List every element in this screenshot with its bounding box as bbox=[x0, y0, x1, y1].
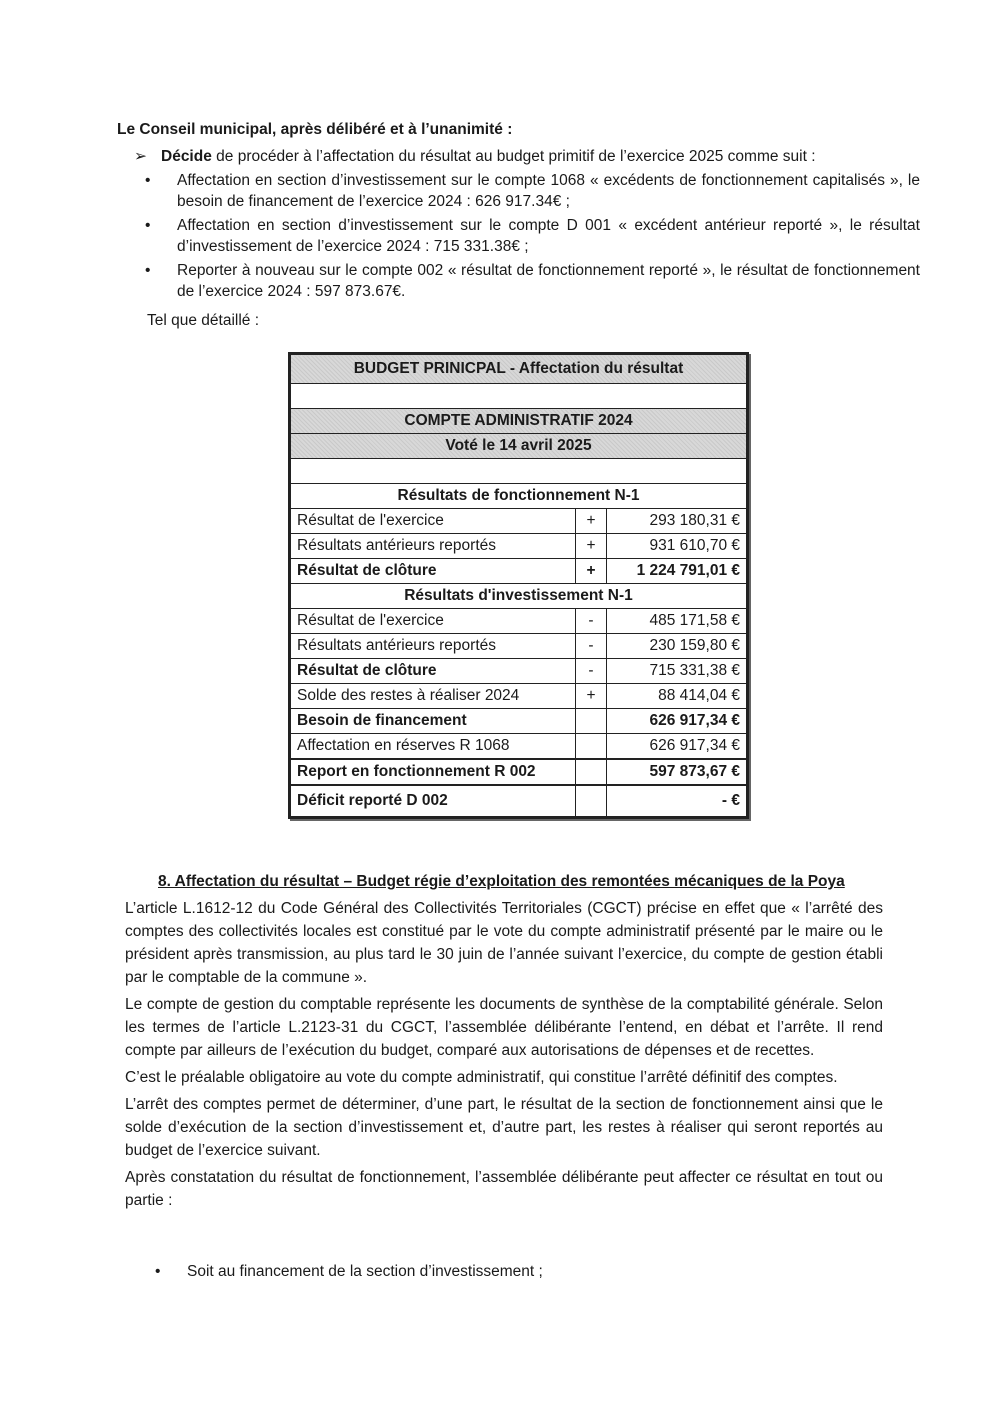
row-label: Résultats antérieurs reportés bbox=[291, 534, 576, 559]
council-heading: Le Conseil municipal, après délibéré et à l’unanimité : bbox=[117, 121, 513, 138]
row-sign bbox=[576, 709, 607, 734]
ca-title: COMPTE ADMINISTRATIF 2024 bbox=[291, 409, 747, 434]
row-sign: - bbox=[576, 634, 607, 659]
detail-label: Tel que détaillé : bbox=[147, 312, 260, 329]
bullet-text: Affectation en section d’investissement sur le compte 1068 « excédents de fonctionnement capitalisés », le besoin de financement de l’exercice 2024 : 626 917.34€ ; bbox=[177, 172, 920, 210]
row-value: 293 180,31 € bbox=[607, 509, 747, 534]
list-item bbox=[145, 215, 920, 257]
table-row bbox=[291, 634, 747, 659]
paragraph: C’est le préalable obligatoire au vote du compte administratif, qui constitue l’arrêté définitif des comptes. bbox=[125, 1069, 838, 1086]
paragraph: L’arrêt des comptes permet de déterminer, d’une part, le résultat de la section de fonctionnement ainsi que le solde d’exécution de la section d’investissement et, d’autre part, les restes à réaliser qui seront reportés au budget de l’exercice suivant. bbox=[125, 1096, 883, 1159]
row-value: 626 917,34 € bbox=[607, 734, 747, 760]
budget-table bbox=[290, 354, 747, 817]
list-item bbox=[145, 260, 920, 302]
bullet-dot-icon: • bbox=[145, 262, 151, 279]
row-sign: + bbox=[576, 509, 607, 534]
decision-line bbox=[134, 147, 924, 167]
row-label: Résultats antérieurs reportés bbox=[291, 634, 576, 659]
row-sign bbox=[576, 759, 607, 785]
table-row bbox=[291, 759, 747, 785]
row-value: 88 414,04 € bbox=[607, 684, 747, 709]
bullet-dot-icon: • bbox=[145, 217, 151, 234]
row-sign bbox=[576, 734, 607, 760]
budget-table-frame bbox=[288, 352, 749, 819]
row-label: Affectation en réserves R 1068 bbox=[291, 734, 576, 760]
row-sign: - bbox=[576, 609, 607, 634]
row-value: - € bbox=[607, 785, 747, 817]
bullet-dot-icon: • bbox=[145, 172, 151, 189]
row-value: 485 171,58 € bbox=[607, 609, 747, 634]
row-value: 931 610,70 € bbox=[607, 534, 747, 559]
invest-header: Résultats d'investissement N-1 bbox=[291, 584, 747, 609]
blank-row bbox=[291, 384, 747, 409]
row-sign: + bbox=[576, 559, 607, 584]
table-row bbox=[291, 534, 747, 559]
row-sign bbox=[576, 785, 607, 817]
list-item bbox=[145, 170, 920, 212]
table-row bbox=[291, 509, 747, 534]
decision-text: de procéder à l’affectation du résultat au budget primitif de l’exercice 2025 comme suit : bbox=[211, 148, 816, 165]
vote-date: Voté le 14 avril 2025 bbox=[291, 434, 747, 459]
fonct-header: Résultats de fonctionnement N-1 bbox=[291, 484, 747, 509]
row-value: 626 917,34 € bbox=[607, 709, 747, 734]
blank-row bbox=[291, 459, 747, 484]
row-value: 715 331,38 € bbox=[607, 659, 747, 684]
row-label: Déficit reporté D 002 bbox=[291, 785, 576, 817]
table-row bbox=[291, 734, 747, 760]
table-title: BUDGET PRINICPAL - Affectation du résultat bbox=[291, 355, 747, 384]
row-label: Résultat de l'exercice bbox=[291, 609, 576, 634]
row-sign: + bbox=[576, 534, 607, 559]
table-row bbox=[291, 709, 747, 734]
list-item bbox=[155, 1263, 543, 1281]
row-value: 1 224 791,01 € bbox=[607, 559, 747, 584]
decision-verb: Décide bbox=[161, 148, 212, 165]
table-row bbox=[291, 684, 747, 709]
row-label: Résultat de clôture bbox=[291, 659, 576, 684]
row-label: Résultat de l'exercice bbox=[291, 509, 576, 534]
bullet-text: Affectation en section d’investissement sur le compte D 001 « excédent antérieur reporté », le résultat d’investissement de l’exercice 2024 : 715 331.38€ ; bbox=[177, 217, 920, 255]
section-8-body bbox=[125, 897, 883, 1216]
bullet-text: Reporter à nouveau sur le compte 002 « résultat de fonctionnement reporté », le résultat de fonctionnement de l’exercice 2024 : 597 873.67€. bbox=[177, 262, 920, 300]
row-label: Résultat de clôture bbox=[291, 559, 576, 584]
decision-bullets bbox=[145, 170, 920, 305]
bullet-text: Soit au financement de la section d’investissement ; bbox=[187, 1263, 543, 1280]
row-value: 230 159,80 € bbox=[607, 634, 747, 659]
row-sign: + bbox=[576, 684, 607, 709]
bullet-dot-icon: • bbox=[155, 1263, 161, 1280]
row-label: Besoin de financement bbox=[291, 709, 576, 734]
arrow-bullet-icon: ➢ bbox=[134, 148, 147, 165]
section-8-title: 8. Affectation du résultat – Budget régie d’exploitation des remontées mécaniques de la Poya bbox=[158, 873, 845, 890]
row-label: Solde des restes à réaliser 2024 bbox=[291, 684, 576, 709]
paragraph: Le compte de gestion du comptable représente les documents de synthèse de la comptabilité générale. Selon les termes de l’article L.2123-31 du CGCT, l’assemblée délibérante l’entend, en débat et l’arrête. Il rend compte par ailleurs de l’exécution du budget, comparé aux autorisations de dépenses et de recettes. bbox=[125, 996, 883, 1059]
row-value: 597 873,67 € bbox=[607, 759, 747, 785]
table-row bbox=[291, 559, 747, 584]
row-label: Report en fonctionnement R 002 bbox=[291, 759, 576, 785]
paragraph: L’article L.1612-12 du Code Général des Collectivités Territoriales (CGCT) précise en effet que « l’arrêté des comptes des collectivités locales est constitué par le vote du compte administratif présenté par le maire ou le président après transmission, au plus tard le 30 juin de l’année suivant l’exercice, du compte de gestion établi par le comptable de la commune ». bbox=[125, 900, 883, 986]
table-row bbox=[291, 785, 747, 817]
paragraph: Après constatation du résultat de fonctionnement, l’assemblée délibérante peut affecter ce résultat en tout ou partie : bbox=[125, 1169, 883, 1209]
table-row bbox=[291, 609, 747, 634]
table-row bbox=[291, 659, 747, 684]
row-sign: - bbox=[576, 659, 607, 684]
